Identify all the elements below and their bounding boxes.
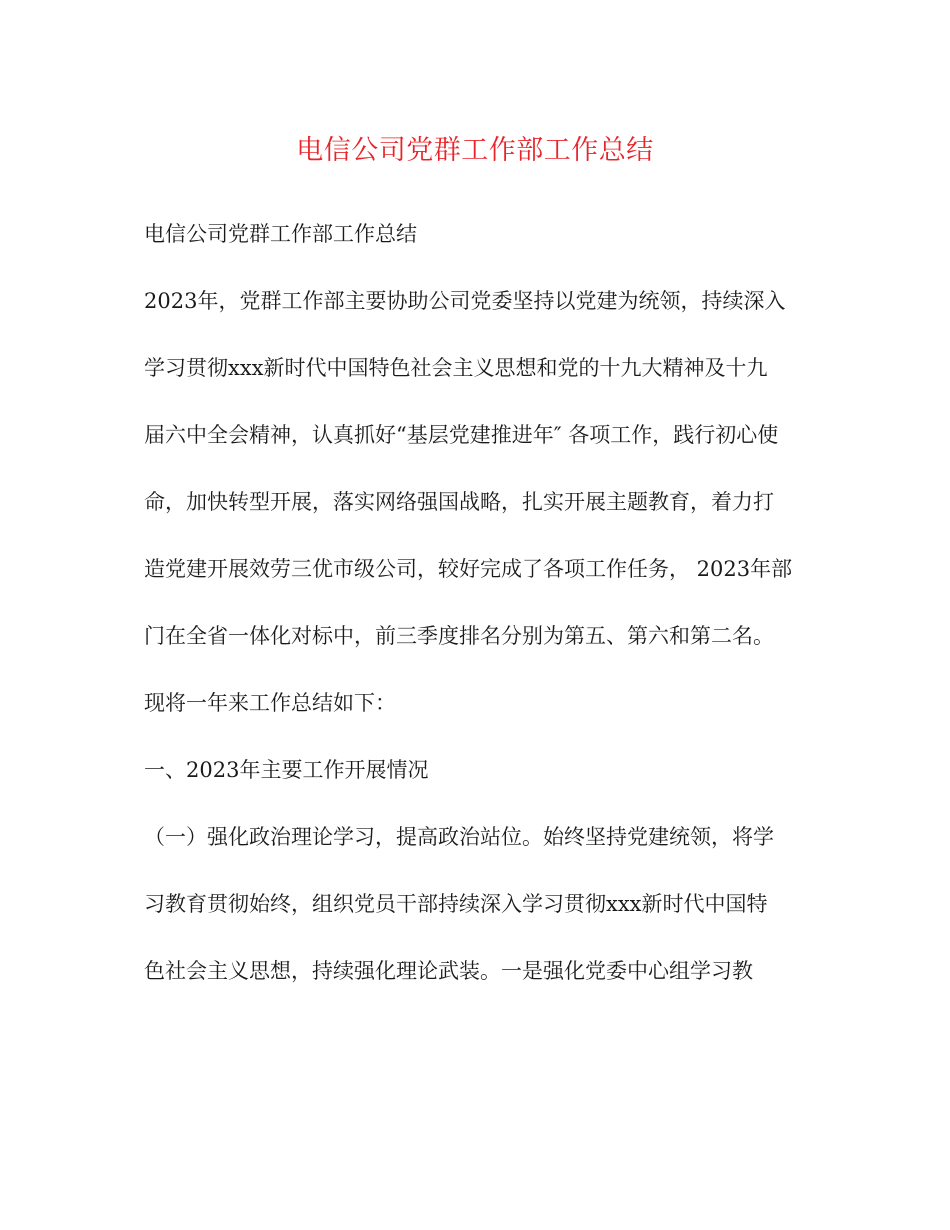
paragraph-line: 习教育贯彻始终，组织党员干部持续深入学习贯彻xxx新时代中国特	[144, 892, 768, 916]
paragraph-line: 学习贯彻xxx新时代中国特色社会主义思想和党的十九大精神及十九	[144, 356, 768, 380]
paragraph-line: 造党建开展效劳三优市级公司，较好完成了各项工作任务， 2023年部	[144, 557, 793, 581]
document-body	[144, 216, 809, 1020]
paragraph-line: 色社会主义思想，持续强化理论武装。一是强化党委中心组学习教	[144, 959, 753, 983]
paragraph-line: （一）强化政治理论学习，提高政治站位。始终坚持党建统领，将学	[144, 825, 774, 849]
paragraph-line: 现将一年来工作总结如下：	[144, 691, 396, 715]
paragraph-line: 门在全省一体化对标中，前三季度排名分别为第五、第六和第二名。	[144, 624, 774, 648]
paragraph-line: 2023年，党群工作部主要协助公司党委坚持以党建为统领，持续深入	[144, 289, 786, 313]
paragraph-line: 命，加快转型开展，落实网络强国战略，扎实开展主题教育，着力打	[144, 490, 774, 514]
paragraph-line: 届六中全会精神，认真抓好“基层党建推进年″ 各项工作，践行初心使	[144, 423, 779, 447]
subtitle-line: 电信公司党群工作部工作总结	[144, 222, 417, 246]
section-heading: 一、2023年主要工作开展情况	[144, 758, 429, 782]
document-title: 电信公司党群工作部工作总结	[296, 135, 654, 166]
